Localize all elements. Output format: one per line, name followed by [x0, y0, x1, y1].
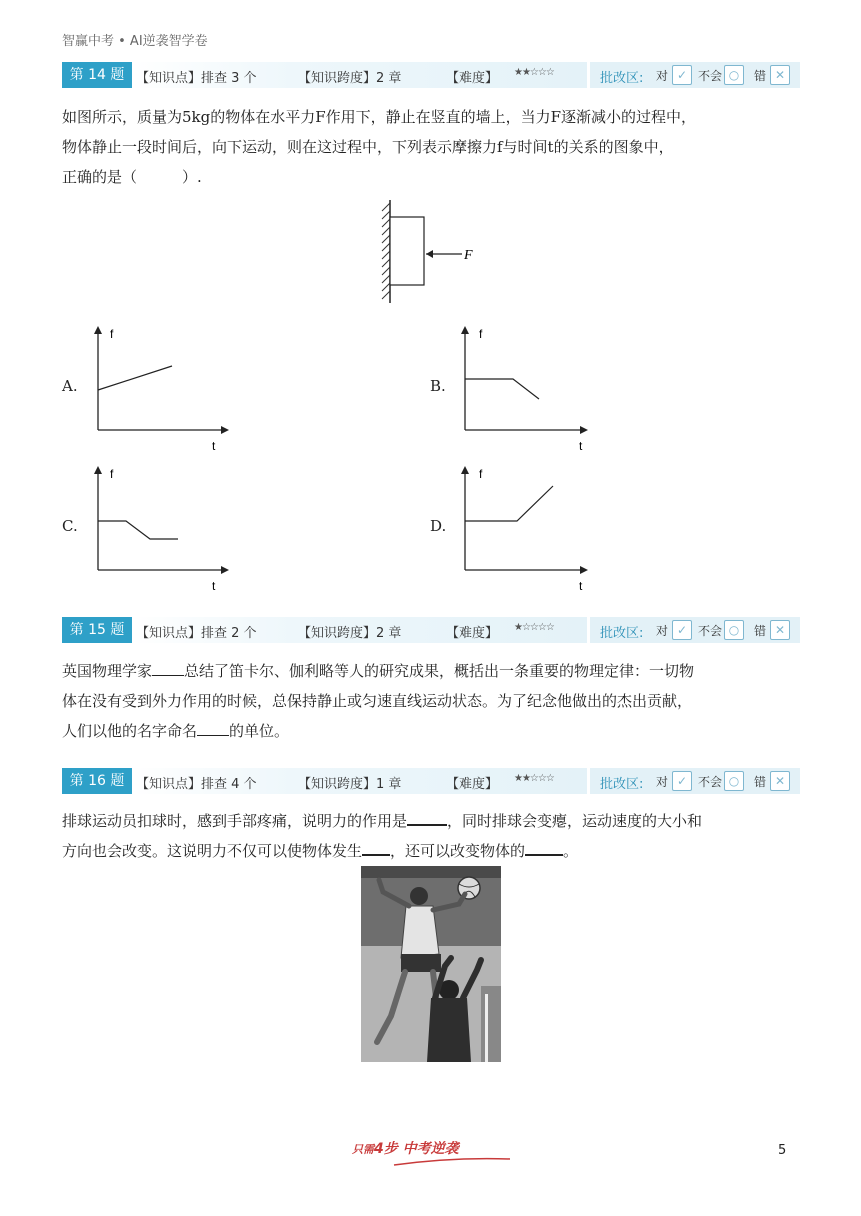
question-16-header [62, 768, 800, 794]
knowledge-span: 【知识跨度】2 章 [298, 71, 402, 86]
graph-d-line [465, 486, 553, 521]
option-b-label[interactable]: B. [430, 377, 446, 395]
graph-b-line [465, 379, 539, 399]
knowledge-span: 【知识跨度】1 章 [298, 777, 402, 792]
circle-icon[interactable]: ○ [724, 65, 744, 85]
svg-text:f: f [479, 467, 483, 481]
question-15-text: 英国物理学家 总结了笛卡尔、伽利略等人的研究成果，概括出一条重要的物理定律：一切物 体在没有受到外力作用的时候，总保持静止或匀速直线运动状态。为了纪念他做出的杰出贡献， 人们以他的名字命名 的单位。 [62, 662, 695, 740]
answer-blank[interactable] [525, 854, 563, 856]
question-14-text: 如图所示，质量为5kg的物体在水平力F作用下，静止在竖直的墙上，当力F逐渐减小的过程中， 物体静止一段时间后，向下运动，则在这过程中，下列表示摩擦力f与时间t的关系的图象中， 正确的是（ ）. [62, 108, 697, 186]
footer-slogan: 只需4步 中考逆袭 [352, 1141, 459, 1157]
graph-option-a [88, 322, 238, 457]
svg-text:t: t [212, 579, 216, 593]
slogan-swoosh-icon [392, 1155, 512, 1167]
check-icon[interactable]: ✓ [672, 620, 692, 640]
difficulty-label: 【难度】 [446, 71, 499, 86]
graph-a-line [98, 366, 172, 390]
circle-icon[interactable]: ○ [724, 620, 744, 640]
graph-option-c [88, 462, 238, 597]
difficulty-stars: ★☆☆☆☆ [514, 622, 554, 633]
force-label: F [464, 248, 473, 263]
cross-icon[interactable]: ✕ [770, 620, 790, 640]
graph-option-b [455, 322, 605, 457]
svg-text:f: f [110, 327, 114, 341]
page-number: 5 [778, 1143, 787, 1158]
question-number: 第 14 题 [62, 62, 132, 88]
grading-area: 批改区: 对 ✓ 不会 ○ 错 ✕ [590, 62, 800, 88]
graph-c-line [98, 521, 178, 539]
grading-label: 批改区: [600, 777, 644, 792]
cross-icon[interactable]: ✕ [770, 65, 790, 85]
svg-text:f: f [479, 327, 483, 341]
question-number: 第 16 题 [62, 768, 132, 794]
grading-label: 批改区: [600, 626, 644, 641]
grading-label: 批改区: [600, 71, 644, 86]
question-number: 第 15 题 [62, 617, 132, 643]
difficulty-stars: ★★☆☆☆ [514, 773, 554, 784]
question-14-header [62, 62, 800, 88]
graph-option-d [455, 462, 605, 597]
svg-text:t: t [579, 439, 583, 453]
knowledge-points: 【知识点】排查 4 个 [136, 777, 257, 792]
option-c-label[interactable]: C. [62, 517, 78, 535]
difficulty-label: 【难度】 [446, 626, 499, 641]
knowledge-points: 【知识点】排查 3 个 [136, 71, 257, 86]
circle-icon[interactable]: ○ [724, 771, 744, 791]
answer-blank[interactable] [362, 854, 390, 856]
option-d-label[interactable]: D. [430, 517, 447, 535]
check-icon[interactable]: ✓ [672, 65, 692, 85]
answer-blank[interactable] [407, 824, 447, 826]
option-a-label[interactable]: A. [62, 377, 78, 395]
grading-area: 批改区: 对 ✓ 不会 ○ 错 ✕ [590, 617, 800, 643]
wall-block-figure [370, 195, 490, 307]
svg-text:f: f [110, 467, 114, 481]
question-15-header [62, 617, 800, 643]
svg-text:t: t [212, 439, 216, 453]
volleyball-photo [361, 866, 501, 1062]
answer-blank[interactable] [197, 735, 229, 736]
knowledge-span: 【知识跨度】2 章 [298, 626, 402, 641]
header-title: 智赢中考 • AI逆袭智学卷 [62, 34, 208, 49]
grading-area: 批改区: 对 ✓ 不会 ○ 错 ✕ [590, 768, 800, 794]
svg-text:t: t [579, 579, 583, 593]
difficulty-stars: ★★☆☆☆ [514, 67, 554, 78]
question-16-text: 排球运动员扣球时，感到手部疼痛，说明力的作用是 ，同时排球会变瘪，运动速度的大小和 方向也会改变。这说明力不仅可以使物体发生 ，还可以改变物体的 。 [62, 812, 703, 860]
knowledge-points: 【知识点】排查 2 个 [136, 626, 257, 641]
answer-blank[interactable] [152, 675, 184, 676]
cross-icon[interactable]: ✕ [770, 771, 790, 791]
check-icon[interactable]: ✓ [672, 771, 692, 791]
difficulty-label: 【难度】 [446, 777, 499, 792]
